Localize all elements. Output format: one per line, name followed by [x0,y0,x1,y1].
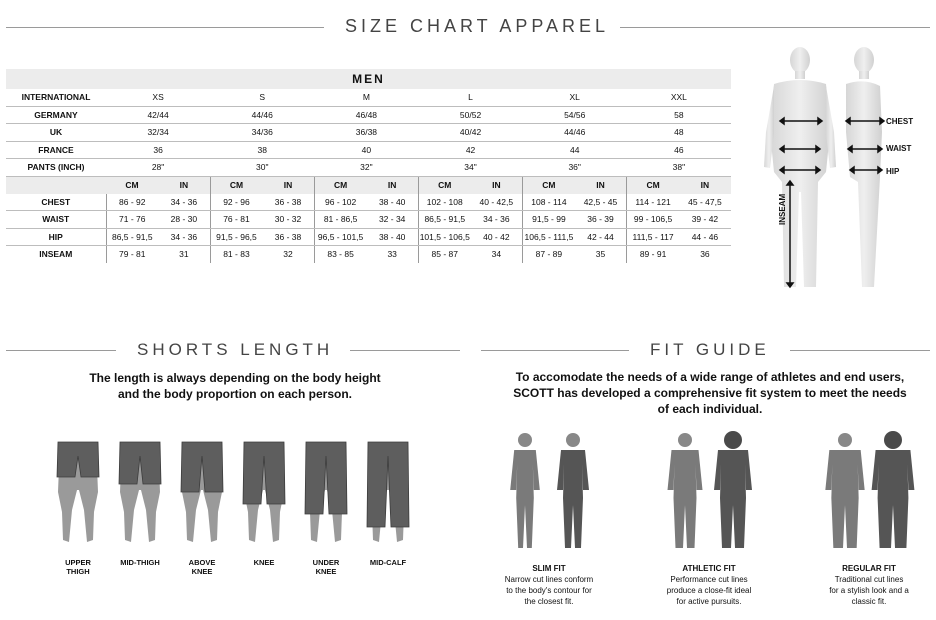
table-cell: 36 - 38 [262,228,314,246]
shorts-illustrations [50,442,450,552]
table-cell: M [314,89,418,106]
shorts-figure [305,442,347,542]
table-cell: 87 - 89 [523,246,575,263]
table-cell: 28" [106,159,210,177]
table-cell: 83 - 85 [314,246,366,263]
body-shape [557,450,589,548]
fit-caption [489,563,609,607]
caption-line2: KNEE [191,567,213,576]
table-cell: 96,5 - 101,5 [314,228,366,246]
row-label: GERMANY [6,106,106,124]
table-cell: 38 - 40 [366,194,418,211]
table-cell: 106,5 - 111,5 [523,228,575,246]
table-cell: 34 [491,249,502,260]
table-cell: 42,5 - 45 [575,194,627,211]
fit-title: FIT GUIDE [650,340,770,359]
fit-intro [495,369,925,417]
table-cell: 111,5 - 117 [627,228,679,246]
head-shape [884,431,902,449]
table-row [6,228,731,246]
table-cell: 32 - 34 [366,211,418,229]
fit-person-figure [668,433,703,548]
table-cell: 30 - 32 [262,211,314,229]
table-cell: 30" [210,159,314,177]
table-cell: 45 - 47,5 [679,194,731,211]
shorts-length-caption [296,558,356,576]
table-cell: 34/36 [210,124,314,142]
table-cell: 33 [387,249,397,260]
row-label: INTERNATIONAL [6,89,106,106]
table-cell: L [418,89,522,106]
table-cell: 81 - 86,5 [314,211,366,229]
table-cell: 34 - 36 [158,194,210,211]
table-cell: 36" [523,159,627,177]
body-shape [825,450,864,548]
body-shape [510,450,540,548]
table-cell: 38" [627,159,731,177]
table-cell: 44/46 [523,124,627,142]
table-cell: 44/46 [210,106,314,124]
table-cell: 32/34 [106,124,210,142]
unit-header-in: IN [366,176,418,194]
head-shape [724,431,742,449]
table-cell: XL [523,89,627,106]
table-cell: 40 - 42,5 [471,194,523,211]
table-cell: 99 - 106,5 [627,211,679,229]
table-cell: 96 - 102 [314,194,366,211]
shorts-length-caption [110,558,170,567]
table-cell: 36 - 39 [575,211,627,229]
unit-header-cm: CM [418,176,470,194]
shorts-figure [243,442,285,542]
shorts-intro-line2: and the body proportion on each person. [117,387,352,401]
fit-description-line: to the body's contour for [506,586,592,595]
table-cell: 34" [418,159,522,177]
table-cell: 35 [595,249,606,260]
table-cell: S [210,89,314,106]
fit-intro-line2: SCOTT has developed a comprehensive fit system to meet the needs [513,386,907,400]
fit-description-line: classic fit. [851,597,887,606]
table-section-title: MEN [6,69,731,89]
row-label: FRANCE [6,141,106,159]
table-cell: 36 [106,141,210,159]
head-shape [518,433,532,447]
table-cell: 40 [314,141,418,159]
waist-label: WAIST [886,144,912,153]
table-cell: 85 - 87 [418,246,470,263]
header-rule-right [620,27,930,28]
caption-line1: MID-THIGH [120,558,160,567]
table-cell: 40/42 [418,124,522,142]
fit-description-line: the closest fit. [524,597,574,606]
table-row [6,141,731,159]
shorts-figure [367,442,409,542]
table-row [6,124,731,142]
table-cell: 36 [700,249,710,260]
row-label: WAIST [6,211,106,229]
side-body-figure [846,47,882,287]
table-cell: 114 - 121 [627,194,679,211]
table-cell: 32 [283,249,293,260]
unit-header-cm: CM [523,176,575,194]
shorts-length-caption [234,558,294,567]
fit-caption [649,563,769,607]
unit-header-cm: CM [627,176,679,194]
size-table [6,69,731,263]
row-label: PANTS (INCH) [6,159,106,177]
unit-header-cm: CM [210,176,262,194]
shorts-length-caption [172,558,232,576]
fit-person-figure [872,431,915,548]
fit-rule-left [481,350,629,351]
head-shape [566,433,580,447]
shorts-title: SHORTS LENGTH [137,340,334,359]
caption-line1: ABOVE [188,558,216,567]
fit-intro-line1: To accomodate the needs of a wide range of athletes and end users, [515,370,905,384]
table-cell: 86 - 92 [106,194,158,211]
inseam-label: INSEAM [778,193,787,225]
head-shape [678,433,692,447]
table-cell: 92 - 96 [210,194,262,211]
table-cell: 40 - 42 [471,228,523,246]
body-shape [714,450,752,548]
fit-name: REGULAR FIT [842,564,896,573]
table-cell: 44 [523,141,627,159]
table-cell: 46/48 [314,106,418,124]
row-label: UK [6,124,106,142]
table-cell: 34 - 36 [158,228,210,246]
body-measure-illustration [760,42,930,292]
fit-person-figure [510,433,540,548]
table-row [6,246,731,263]
table-row [6,159,731,177]
row-label: INSEAM [39,249,73,260]
caption-line2: KNEE [315,567,337,576]
chest-label: CHEST [886,117,914,126]
table-cell: 32" [314,159,418,177]
table-row [6,106,731,124]
table-cell: 86,5 - 91,5 [418,211,470,229]
table-cell: 42 [418,141,522,159]
caption-line1: MID-CALF [369,558,407,567]
table-cell: 102 - 108 [418,194,470,211]
fit-caption [809,563,929,607]
table-cell: 81 - 83 [210,246,262,263]
table-cell: 91,5 - 96,5 [210,228,262,246]
table-cell: 86,5 - 91,5 [106,228,158,246]
table-cell: 46 [627,141,731,159]
table-cell: 44 - 46 [679,228,731,246]
hip-label: HIP [886,167,900,176]
fit-person-figure [825,433,864,548]
table-cell: 71 - 76 [106,211,158,229]
caption-line1: UPPER [65,558,91,567]
shorts-rule-right [350,350,460,351]
table-cell: 48 [627,124,731,142]
shorts-figure [119,442,161,542]
head-shape [838,433,852,447]
unit-header-cm: CM [106,176,158,194]
table-cell: 36/38 [314,124,418,142]
fit-description-line: produce a close-fit ideal [666,586,752,595]
table-cell: 38 [210,141,314,159]
table-cell: 76 - 81 [210,211,262,229]
fit-intro-line3: of each individual. [657,402,763,416]
fit-illustrations [495,430,925,560]
unit-header-in: IN [262,176,314,194]
table-row [6,211,731,229]
unit-header-row [6,176,731,194]
caption-line1: KNEE [253,558,275,567]
table-cell: XXL [627,89,731,106]
table-cell: 79 - 81 [106,246,158,263]
table-cell: 101,5 - 106,5 [418,228,470,246]
table-cell: 38 - 40 [366,228,418,246]
shorts-length-caption [48,558,108,576]
fit-description-line: Traditional cut lines [834,575,904,584]
fit-description-line: Narrow cut lines conform [504,575,594,584]
table-cell: 58 [627,106,731,124]
table-cell: 89 - 91 [627,246,679,263]
table-cell: 42 - 44 [575,228,627,246]
table-cell: 39 - 42 [679,211,731,229]
front-body-figure [764,47,836,287]
row-label: HIP [6,228,106,246]
table-cell: 50/52 [418,106,522,124]
fit-name: ATHLETIC FIT [682,564,736,573]
fit-person-figure [714,431,752,548]
unit-header-in: IN [158,176,210,194]
fit-name: SLIM FIT [532,564,566,573]
table-cell: 42/44 [106,106,210,124]
table-cell: 28 - 30 [158,211,210,229]
table-cell: 31 [179,249,189,260]
row-label: CHEST [6,194,106,211]
unit-header-empty [6,176,106,194]
shorts-figure [57,442,99,542]
caption-line2: THIGH [66,567,90,576]
unit-header-in: IN [471,176,523,194]
page-title: SIZE CHART APPAREL [345,16,610,36]
table-cell: 54/56 [523,106,627,124]
caption-line1: UNDER [312,558,340,567]
fit-rule-right [790,350,930,351]
shorts-rule-left [6,350,116,351]
header-rule-left [6,27,324,28]
table-cell: 34 - 36 [471,211,523,229]
fit-description-line: for active pursuits. [676,597,742,606]
table-cell: XS [106,89,210,106]
unit-header-cm: CM [314,176,366,194]
table-cell: 108 - 114 [523,194,575,211]
table-row [6,89,731,106]
table-section-row [6,69,731,89]
table-cell: 36 - 38 [262,194,314,211]
fit-description-line: for a stylish look and a [829,586,909,595]
table-row [6,194,731,211]
body-shape [668,450,703,548]
fit-person-figure [557,433,589,548]
shorts-figure [181,442,223,542]
table-cell: 91,5 - 99 [523,211,575,229]
unit-header-in: IN [575,176,627,194]
unit-header-in: IN [679,176,731,194]
shorts-intro-line1: The length is always depending on the body height [89,371,381,385]
body-shape [872,450,915,548]
fit-description-line: Performance cut lines [670,575,748,584]
shorts-length-caption [358,558,418,567]
shorts-intro [60,370,410,402]
